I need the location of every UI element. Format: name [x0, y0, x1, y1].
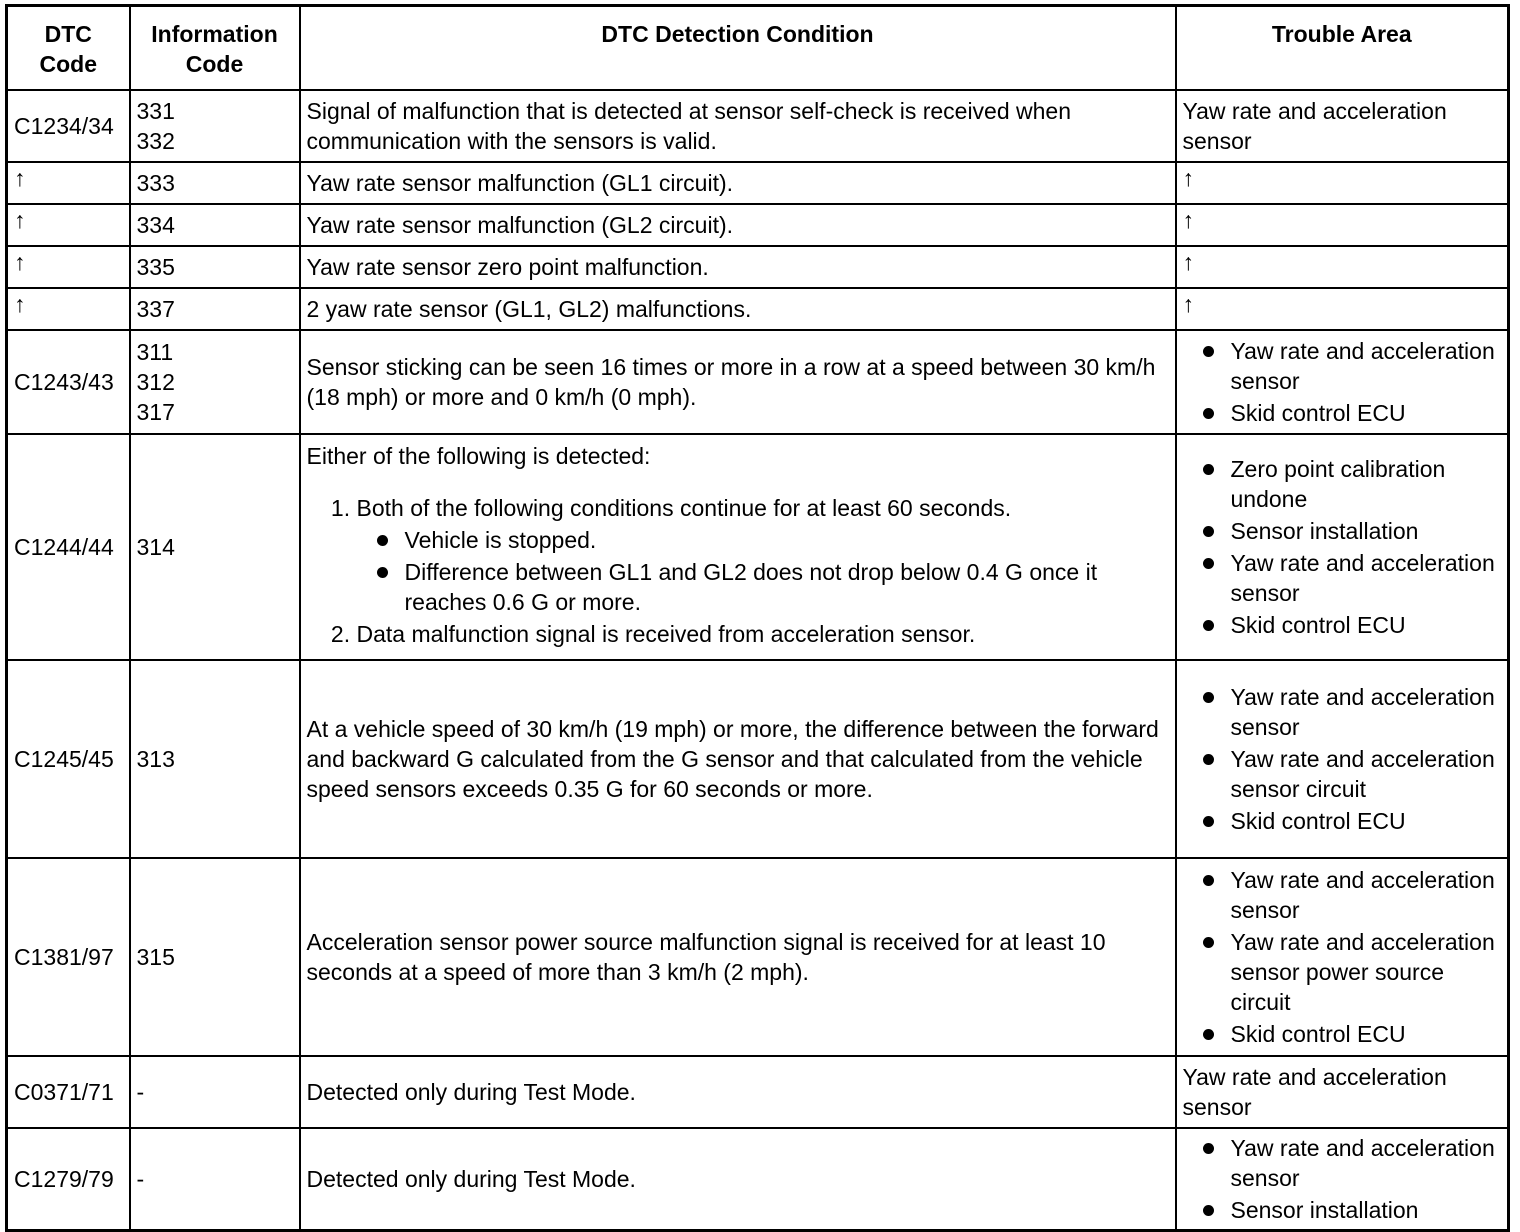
table-row [7, 90, 1509, 162]
info-code: 311 [136, 339, 174, 365]
info-code: 312 [136, 369, 175, 395]
condition-cell: Yaw rate sensor malfunction (GL2 circuit). [300, 204, 1176, 246]
condition-sublist [357, 525, 1169, 617]
list-item: Vehicle is stopped. [357, 525, 1169, 555]
trouble-area-cell [1176, 1128, 1509, 1230]
info-code-cell: - [130, 1128, 300, 1230]
trouble-area-list [1183, 682, 1502, 836]
dtc-code-cell: ↑ [7, 246, 130, 288]
trouble-area-list [1183, 865, 1502, 1049]
header-detection-condition: DTC Detection Condition [300, 6, 1176, 91]
list-item: Yaw rate and acceleration sensor [1183, 682, 1502, 742]
trouble-area-cell [1176, 660, 1509, 858]
condition-item-text: Both of the following conditions continue for at least 60 seconds. [356, 495, 1012, 521]
list-item: Yaw rate and acceleration sensor power source circuit [1183, 927, 1502, 1017]
dtc-table [5, 4, 1510, 1232]
list-item: Yaw rate and acceleration sensor [1183, 1133, 1502, 1193]
condition-cell: At a vehicle speed of 30 km/h (19 mph) or more, the difference between the forward and backward G calculated from the G sensor and that calculated from the vehicle speed sensors exceeds 0.35 G for 60 seconds or more. [300, 660, 1176, 858]
trouble-area-cell: ↑ [1176, 204, 1509, 246]
trouble-area-cell [1176, 858, 1509, 1056]
list-item: Yaw rate and acceleration sensor circuit [1183, 744, 1502, 804]
table-row [7, 434, 1509, 660]
condition-cell: Detected only during Test Mode. [300, 1056, 1176, 1128]
header-trouble-area: Trouble Area [1176, 6, 1509, 91]
list-item: Yaw rate and acceleration sensor [1183, 336, 1502, 396]
condition-cell: Sensor sticking can be seen 16 times or more in a row at a speed between 30 km/h (18 mph) or more and 0 km/h (0 mph). [300, 330, 1176, 434]
condition-cell: 2 yaw rate sensor (GL1, GL2) malfunctions. [300, 288, 1176, 330]
list-item: Sensor installation [1183, 1195, 1502, 1225]
table-row [7, 246, 1509, 288]
condition-intro: Either of the following is detected: [306, 443, 651, 469]
trouble-area-list [1183, 336, 1502, 428]
header-row [7, 6, 1509, 91]
info-code-cell: 313 [130, 660, 300, 858]
dtc-code-cell: C1381/97 [7, 858, 130, 1056]
info-code-cell: 314 [130, 434, 300, 660]
table-row [7, 288, 1509, 330]
info-code-cell: 333 [130, 162, 300, 204]
table-row [7, 1128, 1509, 1230]
list-item: Skid control ECU [1183, 1019, 1502, 1049]
condition-list [307, 493, 1169, 649]
list-item: Skid control ECU [1183, 806, 1502, 836]
trouble-area-cell [1176, 434, 1509, 660]
info-code-cell [130, 330, 300, 434]
table-row [7, 330, 1509, 434]
table-row [7, 1056, 1509, 1128]
trouble-area-cell: Yaw rate and acceleration sensor [1176, 90, 1509, 162]
header-information-code: Information Code [130, 6, 300, 91]
info-code-cell: 337 [130, 288, 300, 330]
dtc-code-cell: ↑ [7, 162, 130, 204]
dtc-code-cell: ↑ [7, 288, 130, 330]
info-code: 332 [136, 128, 175, 154]
trouble-area-cell: ↑ [1176, 246, 1509, 288]
list-item: Yaw rate and acceleration sensor [1183, 865, 1502, 925]
list-item: Difference between GL1 and GL2 does not drop below 0.4 G once it reaches 0.6 G or more. [357, 557, 1169, 617]
list-item: Sensor installation [1183, 516, 1502, 546]
table-row [7, 660, 1509, 858]
header-dtc-code: DTC Code [7, 6, 130, 91]
dtc-code-cell: ↑ [7, 204, 130, 246]
info-code: 317 [136, 399, 175, 425]
dtc-code-cell: C0371/71 [7, 1056, 130, 1128]
list-item: Skid control ECU [1183, 610, 1502, 640]
info-code-cell: 335 [130, 246, 300, 288]
dtc-code-cell: C1244/44 [7, 434, 130, 660]
list-item: Skid control ECU [1183, 398, 1502, 428]
condition-cell: Detected only during Test Mode. [300, 1128, 1176, 1230]
condition-cell: Yaw rate sensor zero point malfunction. [300, 246, 1176, 288]
trouble-area-cell: ↑ [1176, 288, 1509, 330]
trouble-area-cell: ↑ [1176, 162, 1509, 204]
table-row [7, 162, 1509, 204]
condition-cell: Acceleration sensor power source malfunction signal is received for at least 10 seconds at a speed of more than 3 km/h (2 mph). [300, 858, 1176, 1056]
list-item [357, 493, 1169, 617]
table-row [7, 204, 1509, 246]
info-code-cell: 334 [130, 204, 300, 246]
info-code: 331 [136, 98, 175, 124]
info-code-cell [130, 90, 300, 162]
condition-cell [300, 434, 1176, 660]
trouble-area-cell: Yaw rate and acceleration sensor [1176, 1056, 1509, 1128]
dtc-code-cell: C1243/43 [7, 330, 130, 434]
table-row [7, 858, 1509, 1056]
dtc-code-cell: C1234/34 [7, 90, 130, 162]
dtc-code-cell: C1245/45 [7, 660, 130, 858]
trouble-area-list [1183, 1133, 1502, 1225]
dtc-code-cell: C1279/79 [7, 1128, 130, 1230]
info-code-cell: - [130, 1056, 300, 1128]
condition-cell: Signal of malfunction that is detected at sensor self-check is received when communication with the sensors is valid. [300, 90, 1176, 162]
trouble-area-list [1183, 454, 1502, 640]
condition-cell: Yaw rate sensor malfunction (GL1 circuit). [300, 162, 1176, 204]
list-item: Zero point calibration undone [1183, 454, 1502, 514]
trouble-area-cell [1176, 330, 1509, 434]
list-item: 2. Data malfunction signal is received from acceleration sensor. [357, 619, 1169, 649]
info-code-cell: 315 [130, 858, 300, 1056]
list-item: Yaw rate and acceleration sensor [1183, 548, 1502, 608]
